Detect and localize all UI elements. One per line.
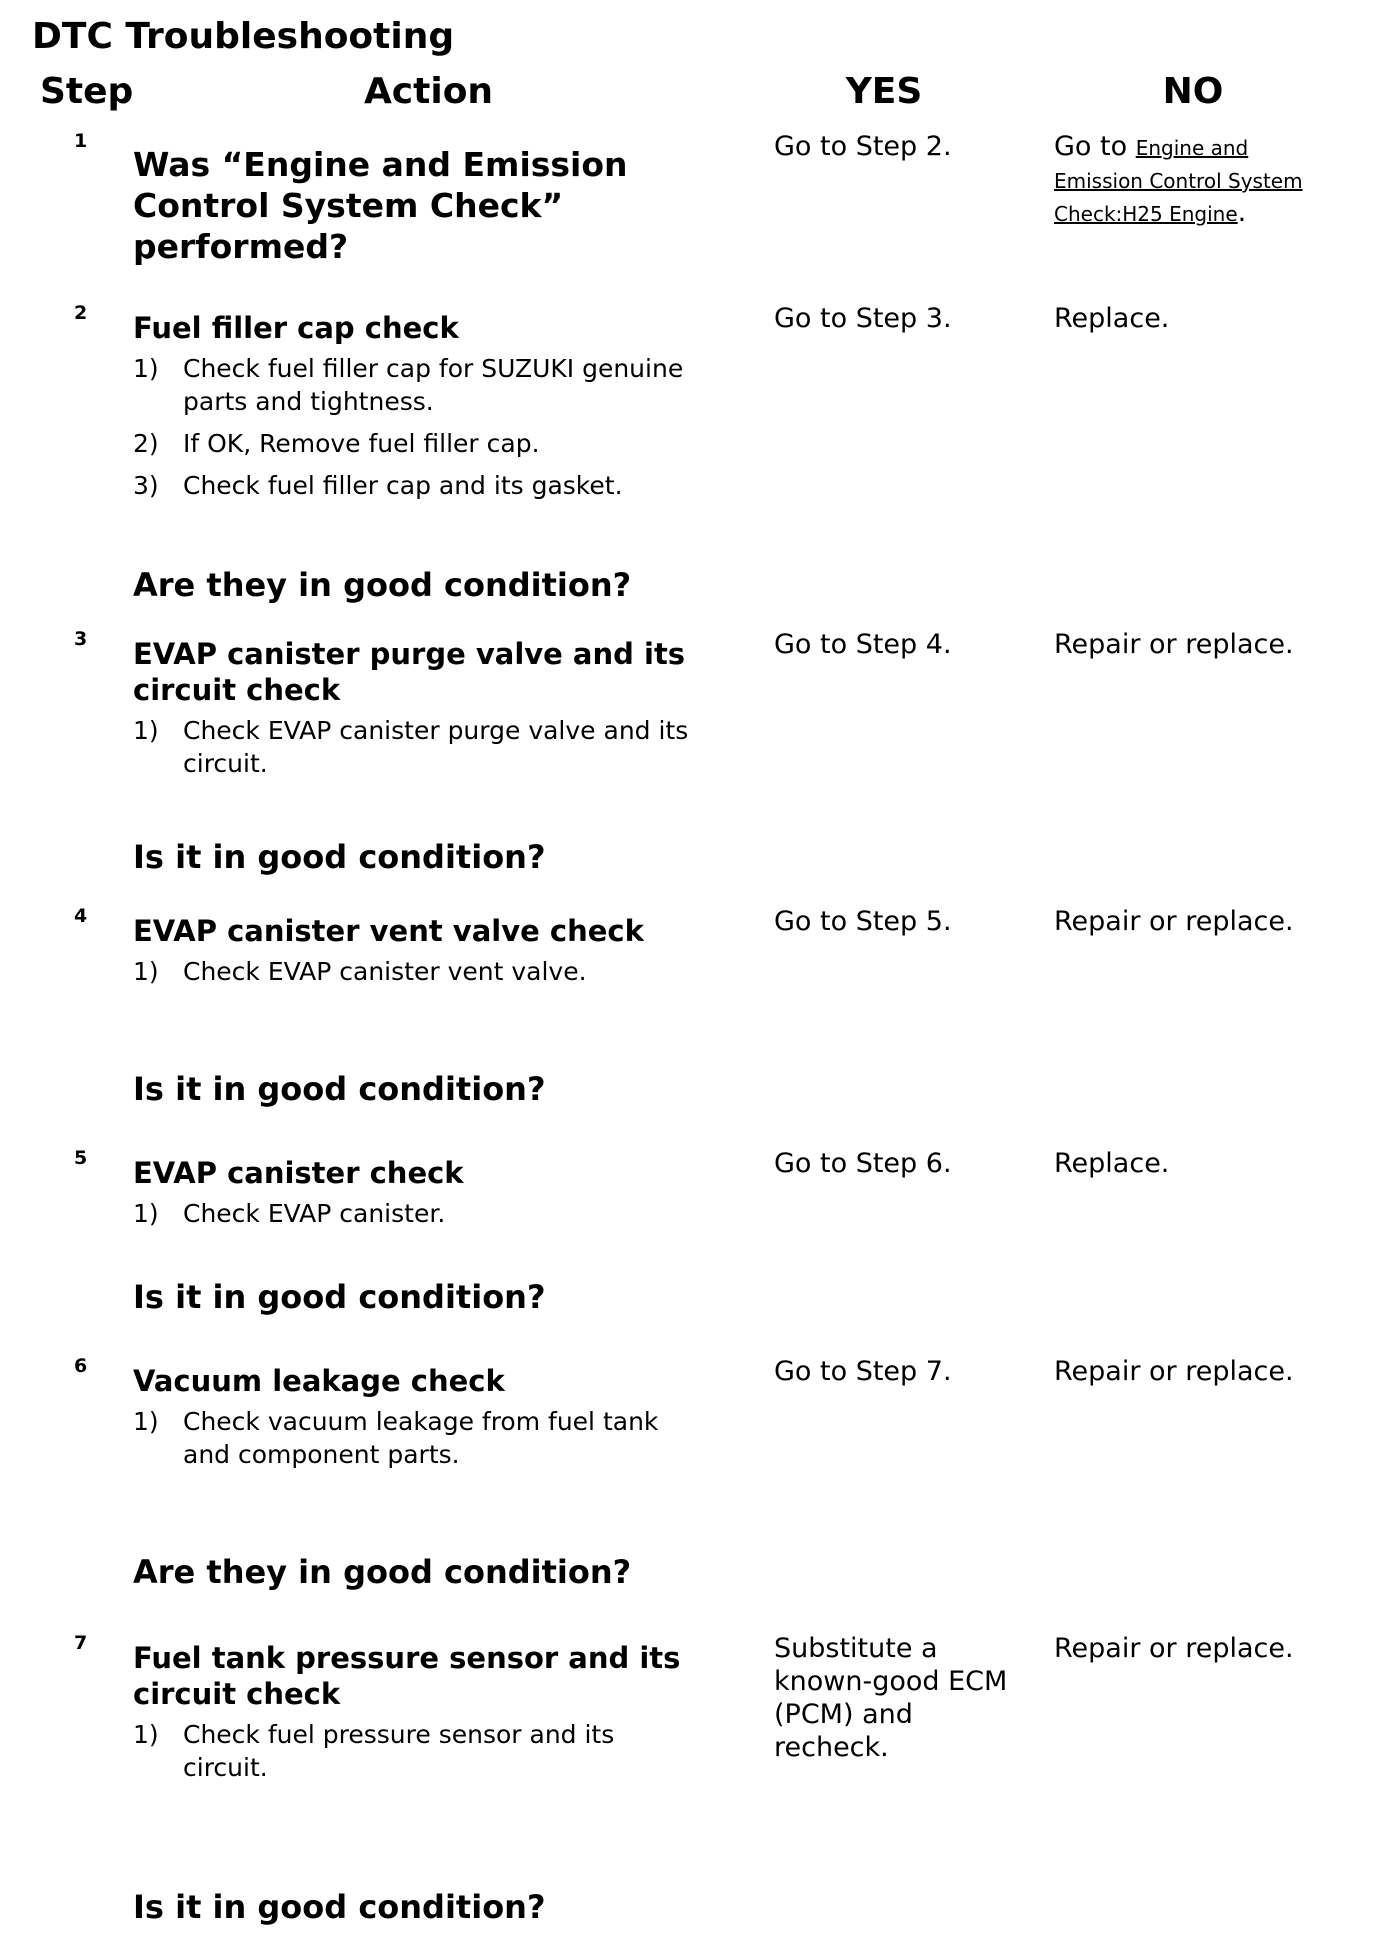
table-row (32, 626, 1342, 903)
column-header-yes: YES (845, 71, 923, 112)
no-cell: Repair or replace. (1054, 1633, 1294, 1664)
list-item (133, 1197, 724, 1230)
page-title: DTC Troubleshooting (32, 16, 455, 57)
condition-question: Is it in good condition? (133, 838, 546, 876)
step-question: Was “Engine and Emission Control System Check” performed? (133, 145, 628, 266)
list-item (133, 1718, 724, 1784)
substep-text: Check fuel filler cap for SUZUKI genuine parts and tightness. (183, 354, 684, 416)
substep-list (133, 1197, 724, 1230)
troubleshooting-table (32, 70, 1342, 1927)
substep-list (133, 714, 724, 780)
yes-cell: Go to Step 3. (774, 303, 952, 334)
substep-text: If OK, Remove fuel filler cap. (183, 429, 540, 458)
column-header-step: Step (40, 71, 134, 112)
substep-list (133, 1405, 724, 1471)
action-cell (133, 300, 724, 626)
column-header-action: Action (363, 71, 494, 112)
substep-number: 1) (133, 1720, 159, 1749)
engine-emission-check-link[interactable]: Engine and Emission Control System Check:H25 Engine (1054, 136, 1303, 226)
step-number: 5 (74, 1147, 88, 1169)
column-header-no: NO (1162, 71, 1224, 112)
substep-text: Check EVAP canister purge valve and its circuit. (183, 716, 689, 778)
no-suffix-text: . (1237, 197, 1247, 228)
yes-cell: Go to Step 6. (774, 1148, 952, 1179)
yes-cell: Go to Step 2. (774, 131, 952, 162)
no-cell (1044, 128, 1342, 300)
table-row (32, 1353, 1342, 1630)
condition-question: Are they in good condition? (133, 566, 632, 604)
no-cell: Repair or replace. (1054, 629, 1294, 660)
action-title: EVAP canister purge valve and its circuit check (133, 637, 686, 707)
action-title: EVAP canister vent valve check (133, 914, 644, 948)
no-prefix-text: Go to (1054, 131, 1136, 162)
action-cell (133, 1145, 724, 1353)
no-cell: Repair or replace. (1054, 1356, 1294, 1387)
action-title: Vacuum leakage check (133, 1364, 505, 1398)
step-number: 3 (74, 628, 88, 650)
substep-number: 3) (133, 471, 159, 500)
table-row (32, 903, 1342, 1145)
yes-cell: Go to Step 5. (774, 906, 952, 937)
list-item (133, 714, 724, 780)
condition-question: Are they in good condition? (133, 1553, 632, 1591)
substep-number: 1) (133, 1407, 159, 1436)
table-row (32, 1630, 1342, 1927)
no-cell: Repair or replace. (1054, 906, 1294, 937)
step-number: 2 (74, 302, 88, 324)
substep-list (133, 1718, 724, 1784)
substep-text: Check EVAP canister vent valve. (183, 957, 587, 986)
list-item (133, 352, 724, 418)
yes-cell: Go to Step 4. (774, 629, 952, 660)
substep-text: Check fuel pressure sensor and its circuit. (183, 1720, 615, 1782)
substep-number: 2) (133, 429, 159, 458)
action-title: EVAP canister check (133, 1156, 464, 1190)
list-item (133, 1405, 724, 1471)
step-number: 6 (74, 1355, 88, 1377)
action-title: Fuel tank pressure sensor and its circuit check (133, 1641, 681, 1711)
table-row (32, 128, 1342, 300)
action-cell (133, 128, 724, 300)
step-number: 7 (74, 1632, 88, 1654)
substep-number: 1) (133, 1199, 159, 1228)
substep-text: Check vacuum leakage from fuel tank and component parts. (183, 1407, 659, 1469)
condition-question: Is it in good condition? (133, 1888, 546, 1926)
action-cell (133, 903, 724, 1145)
action-cell (133, 1630, 724, 1927)
substep-list (133, 955, 724, 988)
substep-text: Check fuel filler cap and its gasket. (183, 471, 623, 500)
table-header-row (32, 70, 1342, 128)
table-row (32, 1145, 1342, 1353)
condition-question: Is it in good condition? (133, 1278, 546, 1316)
substep-list (133, 352, 724, 502)
substep-number: 1) (133, 716, 159, 745)
substep-number: 1) (133, 957, 159, 986)
condition-question: Is it in good condition? (133, 1070, 546, 1108)
action-cell (133, 626, 724, 903)
yes-cell: Substitute a known-good ECM (PCM) and recheck. (774, 1633, 1008, 1763)
yes-cell: Go to Step 7. (774, 1356, 952, 1387)
table-row (32, 300, 1342, 626)
list-item (133, 469, 724, 502)
action-title: Fuel filler cap check (133, 311, 459, 345)
step-number: 1 (74, 130, 88, 152)
no-cell: Replace. (1054, 303, 1170, 334)
list-item (133, 427, 724, 460)
substep-number: 1) (133, 354, 159, 383)
no-cell: Replace. (1054, 1148, 1170, 1179)
substep-text: Check EVAP canister. (183, 1199, 446, 1228)
step-number: 4 (74, 905, 88, 927)
action-cell (133, 1353, 724, 1630)
list-item (133, 955, 724, 988)
